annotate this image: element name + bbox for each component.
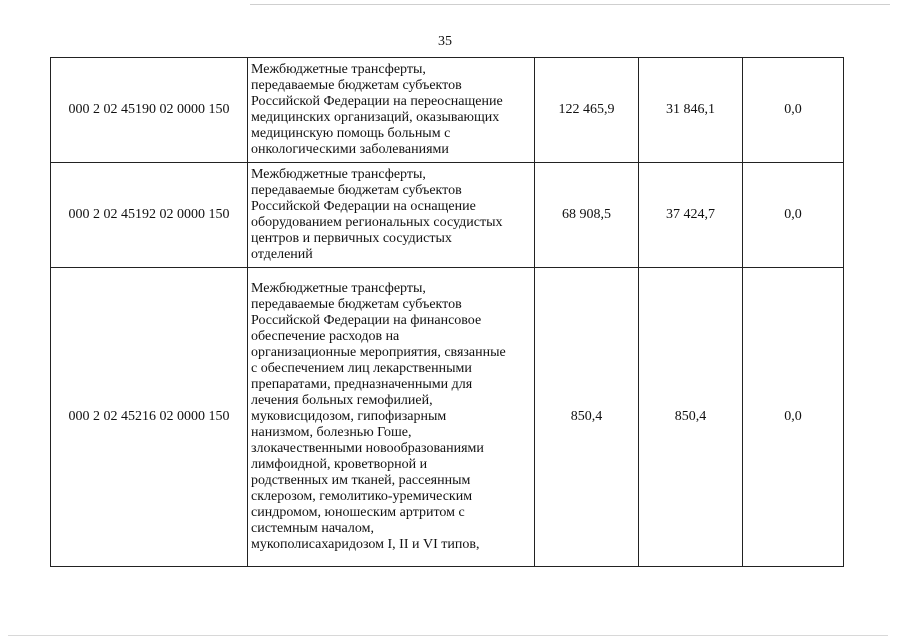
description-cell (248, 268, 535, 567)
description-line: медицинскую помощь больным с (251, 126, 451, 141)
description-line: синдромом, юношеским артритом с (251, 505, 465, 520)
description-line: онкологическими заболеваниями (251, 142, 449, 157)
value-3: 0,0 (743, 58, 844, 163)
description-cell (248, 163, 535, 268)
description-line: организационные мероприятия, связанные (251, 345, 506, 360)
scan-edge-top (250, 4, 890, 5)
description-line: системным началом, (251, 521, 374, 536)
value-3: 0,0 (743, 163, 844, 268)
budget-code: 000 2 02 45216 02 0000 150 (51, 268, 248, 567)
description-line: Межбюджетные трансферты, (251, 62, 426, 77)
description-line: родственных им тканей, рассеянным (251, 473, 471, 488)
value-1: 68 908,5 (535, 163, 639, 268)
description-cell (248, 58, 535, 163)
description-line: Межбюджетные трансферты, (251, 281, 426, 296)
value-2: 31 846,1 (639, 58, 743, 163)
table-row (51, 268, 844, 567)
description-line: передаваемые бюджетам субъектов (251, 183, 462, 198)
description-line: муковисцидозом, гипофизарным (251, 409, 447, 424)
description-line: Российской Федерации на оснащение (251, 199, 476, 214)
description-line: лечения больных гемофилией, (251, 393, 433, 408)
value-1: 850,4 (535, 268, 639, 567)
description-line: нанизмом, болезнью Гоше, (251, 425, 412, 440)
description-line: обеспечение расходов на (251, 329, 400, 344)
description-line: оборудованием региональных сосудистых (251, 215, 503, 230)
value-3: 0,0 (743, 268, 844, 567)
description-line: Межбюджетные трансферты, (251, 167, 426, 182)
value-2: 850,4 (639, 268, 743, 567)
description-line: склерозом, гемолитико-уремическим (251, 489, 473, 504)
description-line: медицинских организаций, оказывающих (251, 110, 500, 125)
budget-code: 000 2 02 45190 02 0000 150 (51, 58, 248, 163)
description-line: Российской Федерации на финансовое (251, 313, 482, 328)
description-line: злокачественными новообразованиями (251, 441, 484, 456)
description-line: передаваемые бюджетам субъектов (251, 78, 462, 93)
description-line: препаратами, предназначенными для (251, 377, 473, 392)
table-row (51, 58, 844, 163)
description-line: мукополисахаридозом I, II и VI типов, (251, 537, 480, 552)
description-line: лимфоидной, кроветворной и (251, 457, 428, 472)
description-line: передаваемые бюджетам субъектов (251, 297, 462, 312)
description-line: с обеспечением лиц лекарственными (251, 361, 472, 376)
description-line: отделений (251, 247, 313, 262)
budget-table (50, 57, 844, 567)
description-line: центров и первичных сосудистых (251, 231, 452, 246)
value-2: 37 424,7 (639, 163, 743, 268)
value-1: 122 465,9 (535, 58, 639, 163)
description-line: Российской Федерации на переоснащение (251, 94, 503, 109)
page-number: 35 (438, 34, 452, 49)
budget-code: 000 2 02 45192 02 0000 150 (51, 163, 248, 268)
scan-edge-bottom (8, 635, 888, 636)
table-row (51, 163, 844, 268)
